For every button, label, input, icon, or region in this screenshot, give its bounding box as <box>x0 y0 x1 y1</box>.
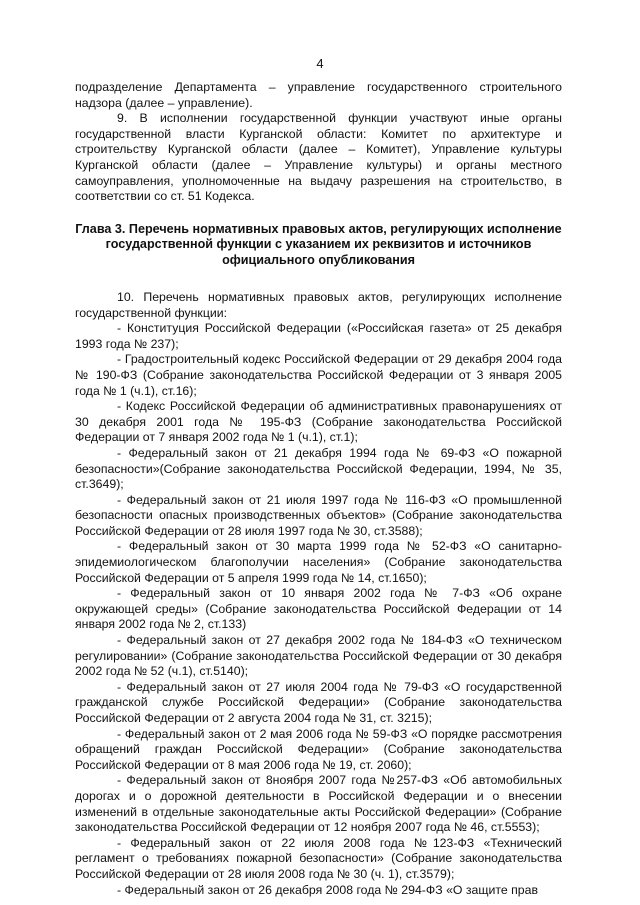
list-item: - Федеральный закон от 27 декабря 2002 года № 184-ФЗ «О техническом регулировании» (Собрание законодательства Российской Федерации от 30 декабря 2002 года № 52 (ч.1), ст.5140); <box>75 633 562 679</box>
page-content <box>75 80 562 898</box>
list-item: - Конституция Российской Федерации («Российская газета» от 25 декабря 1993 года № 237); <box>75 321 562 351</box>
paragraph-9: 9. В исполнении государственной функции участвуют иные органы государственной власти Курганской области: Комитет по архитектуре и строительству Курганской области (далее – Комитет), Управление культуры Курганской области (далее – Управление культуры) и органы местного самоуправления, уполномоченные на выдачу разрешения на строительство, в соответствии со ст. 51 Кодекса. <box>75 111 562 204</box>
list-item: - Федеральный закон от 8ноября 2007 года №257-ФЗ «Об автомобильных дорогах и о дорожной деятельности в Российской Федерации и о внесении изменений в отдельные законодательные акты Российской Федерации» (Собрание законодательства Российской Федерации от 12 ноября 2007 года № 46, ст.5553); <box>75 773 562 835</box>
list-item: - Федеральный закон от 2 мая 2006 года № 59-ФЗ «О порядке рассмотрения обращений граждан Российской Федерации» (Собрание законодательства Российской Федерации от 8 мая 2006 года № 19, ст. 2060); <box>75 726 562 772</box>
list-item: - Кодекс Российской Федерации об административных правонарушениях от 30 декабря 2001 года № 195-ФЗ (Собрание законодательства Российской Федерации от 7 января 2002 года № 1 (ч.1), ст.1); <box>75 399 562 445</box>
list-item: - Федеральный закон от 27 июля 2004 года № 79-ФЗ «О государственной гражданской службе Российской Федерации» (Собрание законодательства Российской Федерации от 2 августа 2004 года № 31, ст. 3215); <box>75 679 562 725</box>
legal-acts-list <box>75 321 562 898</box>
list-item: - Федеральный закон от 10 января 2002 года № 7-ФЗ «Об охране окружающей среды» (Собрание законодательства Российской Федерации от 14 января 2002 года № 2, ст.133) <box>75 586 562 632</box>
list-item: - Федеральный закон от 26 декабря 2008 года № 294-ФЗ «О защите прав <box>117 882 538 897</box>
paragraph-10-intro: 10. Перечень нормативных правовых актов, регулирующих исполнение государственной функции: <box>75 289 562 320</box>
paragraph-continuation: подразделение Департамента – управление государственного строительного надзора (далее – управление). <box>75 80 562 110</box>
list-item: - Градостроительный кодекс Российской Федерации от 29 декабря 2004 года № 190-ФЗ (Собрание законодательства Российской Федерации от 3 января 2005 года № 1 (ч.1), ст.16); <box>75 352 562 398</box>
list-item: - Федеральный закон от 30 марта 1999 года № 52-ФЗ «О санитарно-эпидемиологическом благополучии населения» (Собрание законодательства Российской Федерации от 5 апреля 1999 года № 14, ст.1650); <box>75 539 562 585</box>
list-item: - Федеральный закон от 21 декабря 1994 года № 69-ФЗ «О пожарной безопасности»(Собрание законодательства Российской Федерации, 1994, № 35, ст.3649); <box>75 445 562 492</box>
page-number: 4 <box>316 56 324 71</box>
list-item: - Федеральный закон от 22 июля 2008 года №123-ФЗ «Технический регламент о требованиях пожарной безопасности» (Собрание законодательства Российской Федерации от 28 июля 2008 года № 30 (ч. 1), ст.3579); <box>75 835 562 881</box>
chapter-heading: Глава 3. Перечень нормативных правовых актов, регулирующих исполнение государственной функции с указанием их реквизитов и источников официального опубликования <box>75 221 562 267</box>
list-item: - Федеральный закон от 21 июля 1997 года № 116-ФЗ «О промышленной безопасности опасных производственных объектов» (Собрание законодательства Российской Федерации от 28 июля 1997 года № 30, ст.3588); <box>75 492 562 538</box>
